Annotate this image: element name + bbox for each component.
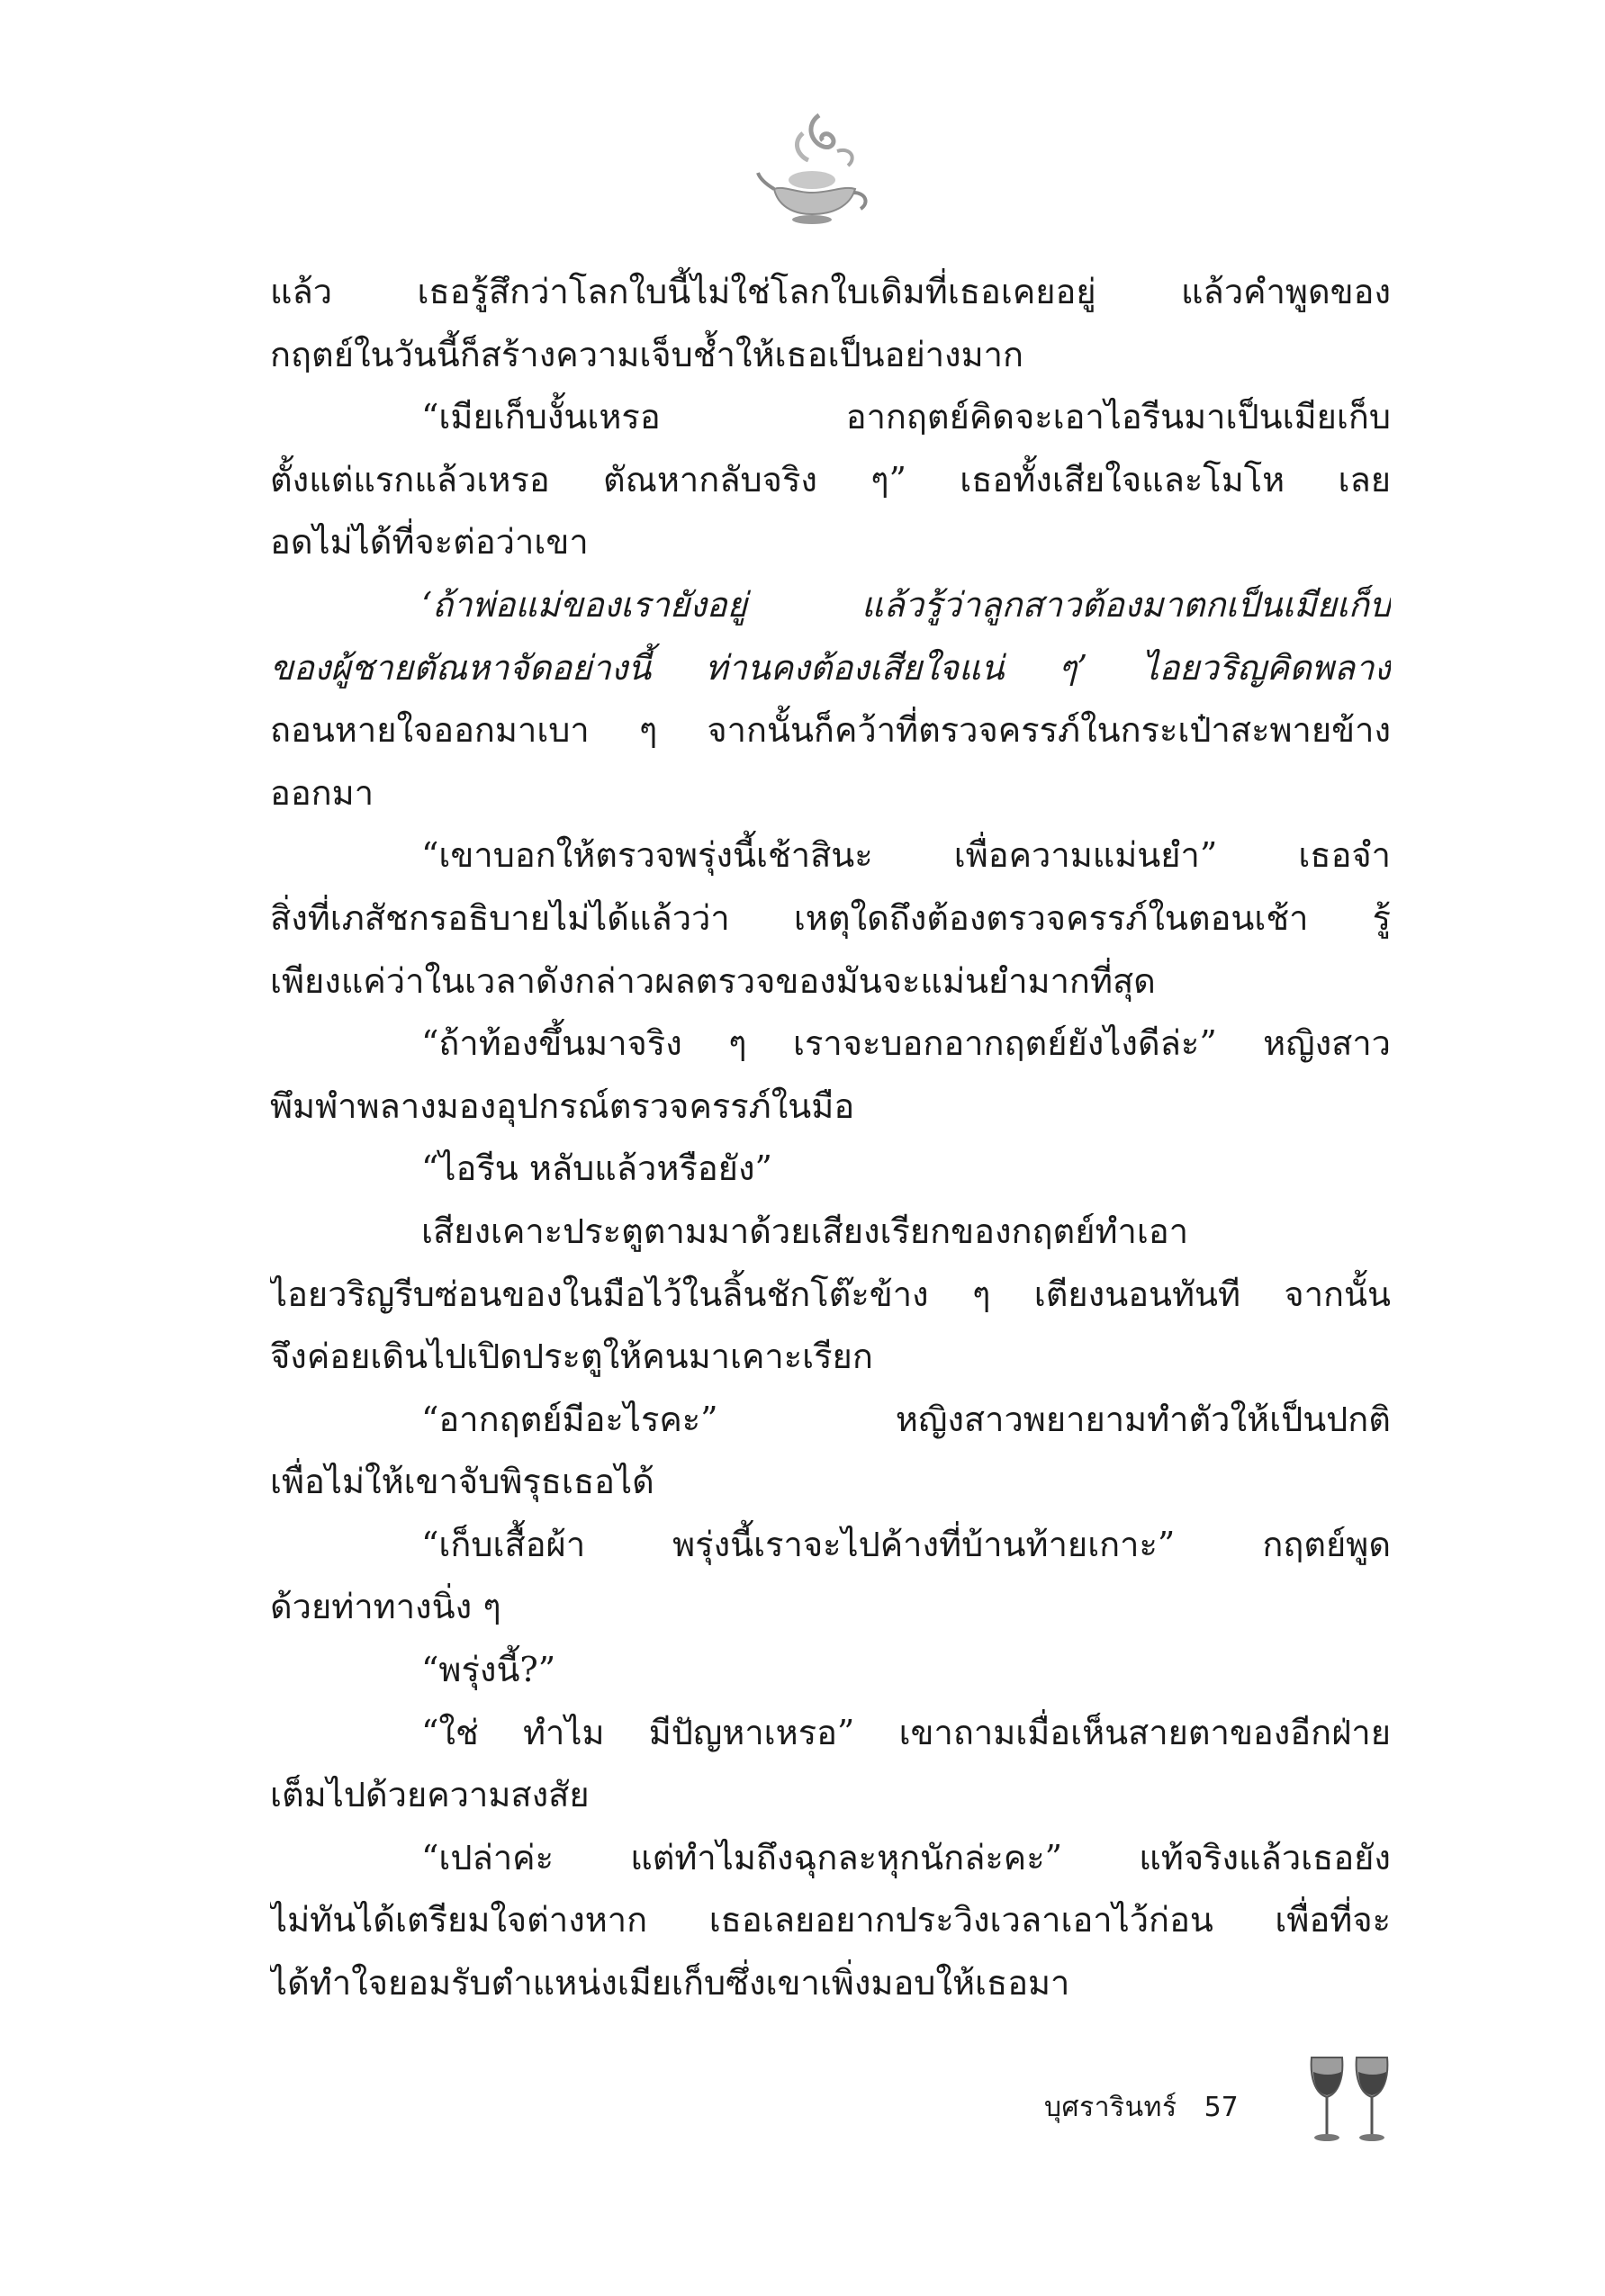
text-line: “เปล่าค่ะ แต่ทำไมถึงฉุกละหุกนักล่ะคะ” แท้จริงแล้วเธอยัง xyxy=(421,1837,1391,1877)
text-line: อดไม่ได้ที่จะต่อว่าเขา xyxy=(270,522,589,563)
text-line: กฤตย์ในวันนี้ก็สร้างความเจ็บช้ำให้เธอเป็นอย่างมาก xyxy=(270,334,1024,374)
text-line: ‘ถ้าพ่อแม่ของเรายังอยู่ แล้วรู้ว่าลูกสาวต้องมาตกเป็นเมียเก็บ xyxy=(421,584,1391,625)
text-line: “เมียเก็บงั้นเหรอ อากฤตย์คิดจะเอาไอรีนมาเป็นเมียเก็บ xyxy=(421,397,1391,437)
text-line: “อากฤตย์มีอะไรคะ” หญิงสาวพยายามทำตัวให้เป็นปกติ xyxy=(421,1399,1391,1439)
text-line: ของผู้ชายตัณหาจัดอย่างนี้ ท่านคงต้องเสียใจแน่ ๆ’ ไอยวริญคิดพลาง xyxy=(270,647,1391,688)
text-line: จึงค่อยเดินไปเปิดประตูให้คนมาเคาะเรียก xyxy=(270,1337,873,1377)
text-line: แล้ว เธอรู้สึกว่าโลกใบนี้ไม่ใช่โลกใบเดิมที่เธอเคยอยู่ แล้วคำพูดของ xyxy=(270,272,1391,311)
text-line: ไอยวริญรีบซ่อนของในมือไว้ในลิ้นชักโต๊ะข้าง ๆ เตียงนอนทันที จากนั้น xyxy=(270,1274,1391,1314)
text-line: “ใช่ ทำไม มีปัญหาเหรอ” เขาถามเมื่อเห็นสายตาของอีกฝ่าย xyxy=(421,1712,1391,1752)
text-line: “ไอรีน หลับแล้วหรือยัง” xyxy=(421,1148,772,1189)
genie-lamp-icon xyxy=(756,106,873,232)
text-line: ออกมา xyxy=(270,772,374,813)
text-line: ด้วยท่าทางนิ่ง ๆ xyxy=(270,1587,501,1627)
text-line: เต็มไปด้วยความสงสัย xyxy=(270,1775,590,1815)
text-line: เพียงแค่ว่าในเวลาดังกล่าวผลตรวจของมันจะแม่นยำมากที่สุด xyxy=(270,960,1156,1001)
wine-glasses-icon xyxy=(1301,2050,1400,2149)
text-line: ได้ทำใจยอมรับตำแหน่งเมียเก็บซึ่งเขาเพิ่งมอบให้เธอมา xyxy=(270,1963,1070,2003)
page-footer xyxy=(1044,2086,1239,2129)
text-line: สิ่งที่เภสัชกรอธิบายไม่ได้แล้วว่า เหตุใดถึงต้องตรวจครรภ์ในตอนเช้า รู้ xyxy=(270,897,1391,938)
text-line: เสียงเคาะประตูตามมาด้วยเสียงเรียกของกฤตย์ทำเอา xyxy=(421,1211,1189,1251)
footer-title: บุศรารินทร์ xyxy=(1044,2092,1177,2123)
page-body-text xyxy=(270,261,1391,2015)
text-line: เพื่อไม่ให้เขาจับพิรุธเธอได้ xyxy=(270,1462,654,1502)
text-line: “เก็บเสื้อผ้า พรุ่งนี้เราจะไปค้างที่บ้านท้ายเกาะ” กฤตย์พูด xyxy=(421,1524,1391,1564)
text-line: “ถ้าท้องขึ้นมาจริง ๆ เราจะบอกอากฤตย์ยังไงดีล่ะ” หญิงสาว xyxy=(421,1023,1391,1064)
text-line: ไม่ทันได้เตรียมใจต่างหาก เธอเลยอยากประวิงเวลาเอาไว้ก่อน เพื่อที่จะ xyxy=(270,1900,1391,1940)
text-line: ถอนหายใจออกมาเบา ๆ จากนั้นก็คว้าที่ตรวจครรภ์ในกระเป๋าสะพายข้าง xyxy=(270,710,1391,751)
text-line: “พรุ่งนี้?” xyxy=(421,1650,556,1690)
text-line: ตั้งแต่แรกแล้วเหรอ ตัณหากลับจริง ๆ” เธอทั้งเสียใจและโมโห เลย xyxy=(270,459,1391,500)
page-number: 57 xyxy=(1204,2092,1239,2123)
text-line: “เขาบอกให้ตรวจพรุ่งนี้เช้าสินะ เพื่อความแม่นยำ” เธอจำ xyxy=(421,835,1391,876)
text-line: พึมพำพลางมองอุปกรณ์ตรวจครรภ์ในมือ xyxy=(270,1085,855,1126)
